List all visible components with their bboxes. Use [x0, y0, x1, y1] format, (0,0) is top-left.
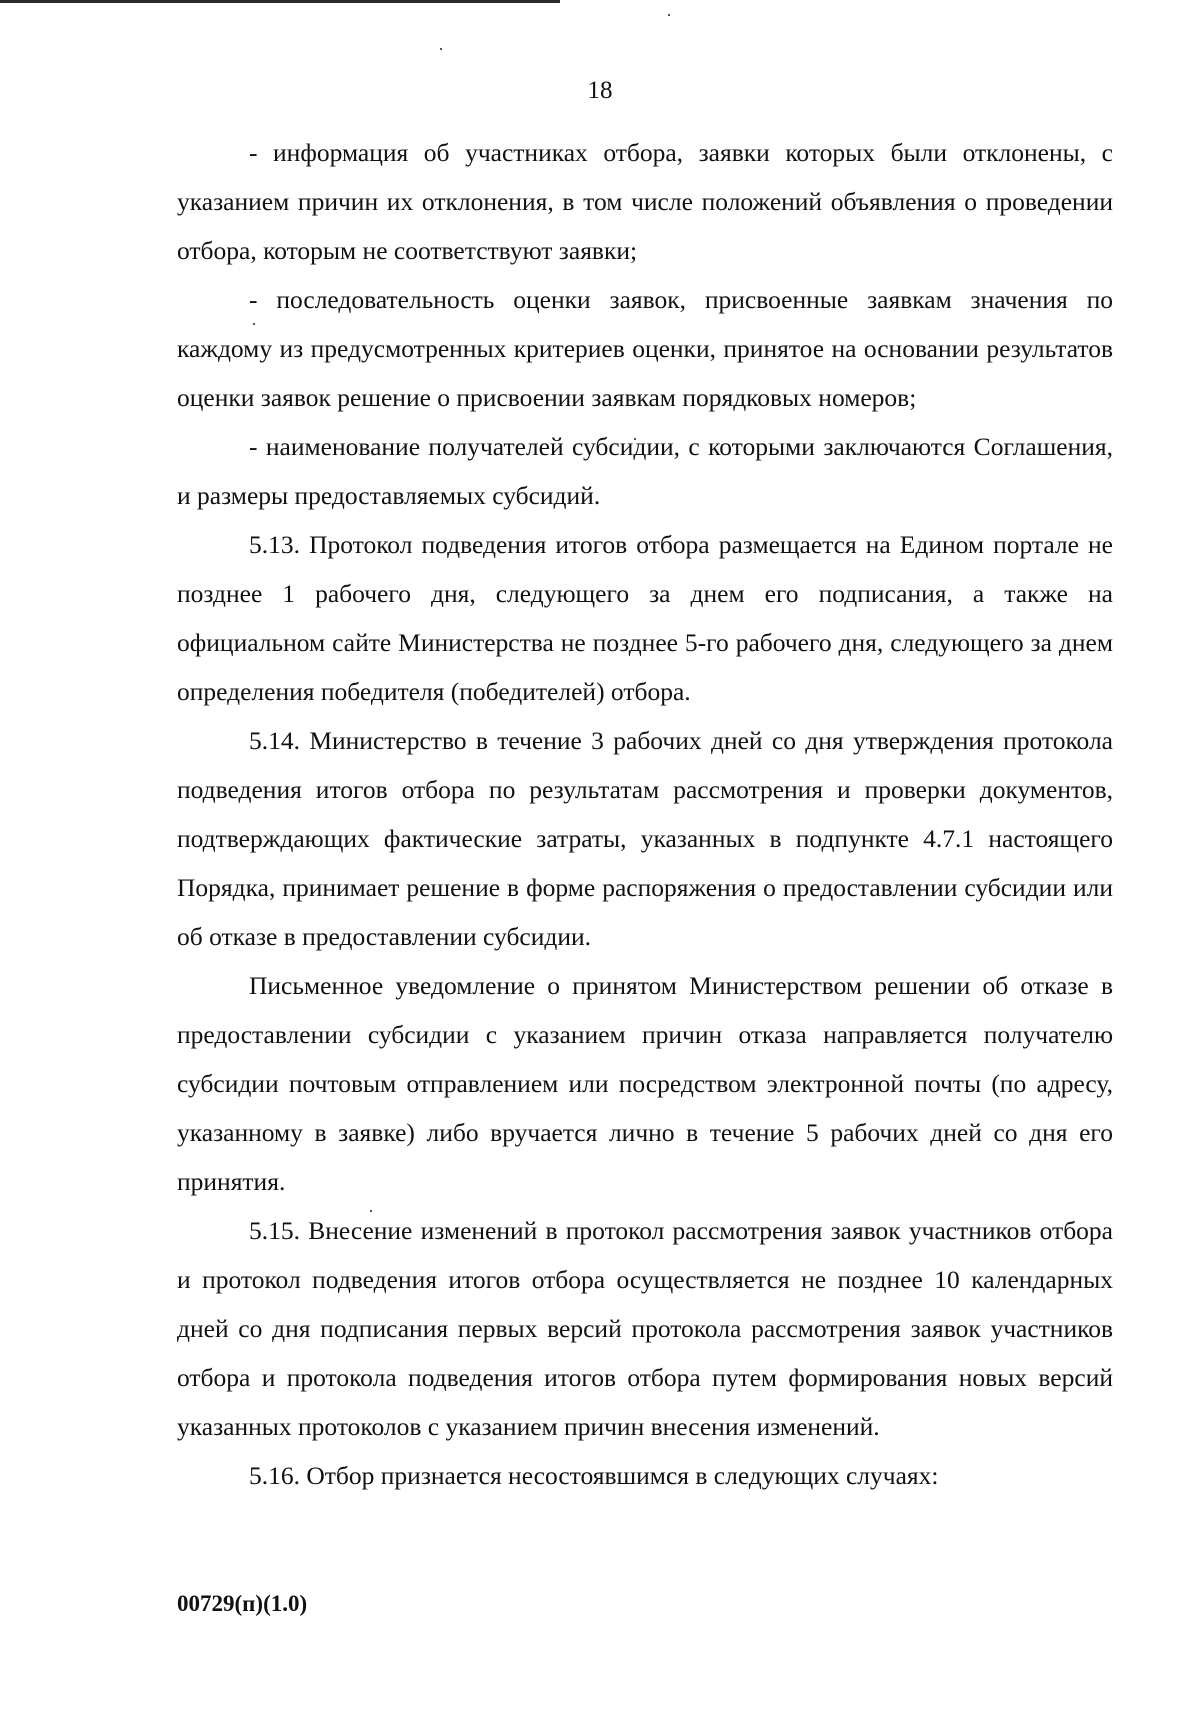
paragraph-5-14: 5.14. Министерство в течение 3 рабочих дней со дня утверждения протокола подведения итогов отбора по результатам рассмотрения и проверки документов, подтверждающих фактические затраты, указанных в подпункте 4.7.1 настоящего Порядка, принимает решение в форме распоряжения о предоставлении субсидии или об отказе в предоставлении субсидии. [177, 726, 1113, 951]
scan-speck [440, 48, 442, 50]
scan-speck [668, 14, 670, 16]
paragraph-written-notice: Письменное уведомление о принятом Министерством решении об отказе в предоставлении субсидии с указанием причин отказа направляется получателю субсидии почтовым отправлением или посредством электронной почты (по адресу, указанному в заявке) либо вручается лично в течение 5 рабочих дней со дня его принятия. [177, 971, 1113, 1196]
paragraph-rejected-participants: - информация об участниках отбора, заявки которых были отклонены, с указанием причин их отклонения, в том числе положений объявления о проведении отбора, которым не соответствуют заявки; [177, 138, 1113, 265]
scan-edge-line [0, 0, 560, 3]
document-body [177, 128, 1113, 1500]
paragraph-recipients: - наименование получателей субсидии, с которыми заключаются Соглашения, и размеры предоставляемых субсидий. [177, 432, 1113, 510]
paragraph-5-16: 5.16. Отбор признается несостоявшимся в следующих случаях: [249, 1461, 939, 1490]
paragraph-evaluation-sequence: - последовательность оценки заявок, присвоенные заявкам значения по каждому из предусмотренных критериев оценки, принятое на основании результатов оценки заявок решение о присвоении заявкам порядковых номеров; [177, 285, 1113, 412]
document-code: 00729(п)(1.0) [177, 1591, 308, 1616]
paragraph-5-13: 5.13. Протокол подведения итогов отбора размещается на Едином портале не позднее 1 рабочего дня, следующего за днем его подписания, а также на официальном сайте Министерства не позднее 5-го рабочего дня, следующего за днем определения победителя (победителей) отбора. [177, 530, 1113, 706]
paragraph-5-15: 5.15. Внесение изменений в протокол рассмотрения заявок участников отбора и протокол подведения итогов отбора осуществляется не позднее 10 календарных дней со дня подписания первых версий протокола рассмотрения заявок участников отбора и протокола подведения итогов отбора путем формирования новых версий указанных протоколов с указанием причин внесения изменений. [177, 1216, 1113, 1441]
page-number: 18 [587, 77, 613, 104]
